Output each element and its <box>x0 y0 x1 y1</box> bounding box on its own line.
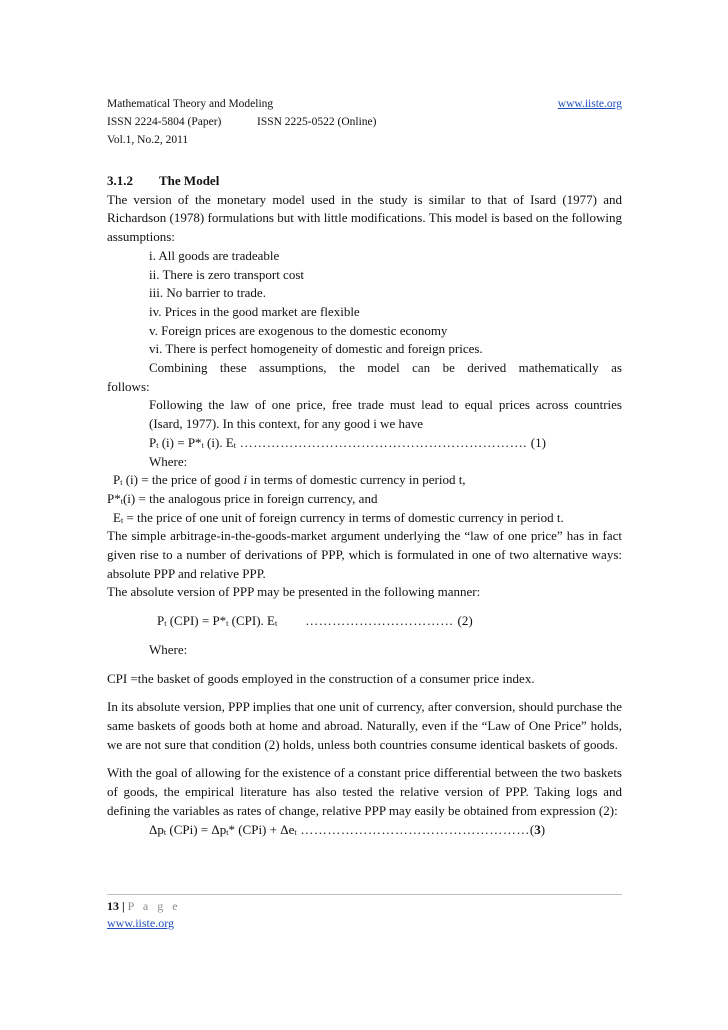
issn-paper: ISSN 2224-5804 (Paper) <box>107 116 222 128</box>
assumptions-list <box>107 247 622 359</box>
assumption-item: i. All goods are tradeable <box>149 247 280 263</box>
page-word: P a g e <box>127 899 181 913</box>
assumption-item: ii. There is zero transport cost <box>149 266 304 282</box>
page-number-line: 13 | P a g e <box>107 899 181 913</box>
definition-pstar: $P*_t(i)$ = the analogous price in foreign currency, and <box>107 490 378 506</box>
issn-online: ISSN 2225-0522 (Online) <box>257 116 377 128</box>
intro-paragraph: The version of the monetary model used in the study is similar to that of Isard (1977) and Richardson (1978) formulations but with little modifications. This model is based on the following assumptions: <box>107 191 622 245</box>
footer-url-link[interactable]: www.iiste.org <box>107 916 174 930</box>
page-header <box>107 95 622 149</box>
equation-2: $P_t$ $(CPI) = P*_t$ (CPI). $E_t$ …………………………… (2) <box>157 613 473 629</box>
journal-name: Mathematical Theory and Modeling <box>107 98 274 110</box>
page-footer <box>107 894 622 932</box>
section-number: 3.1.2 <box>107 173 133 188</box>
assumption-item: iii. No barrier to trade. <box>149 285 266 301</box>
equation-3-number: 3 <box>534 821 541 837</box>
section-heading <box>107 172 622 191</box>
equation-2-number: (2) <box>457 613 473 629</box>
equation-1-number: (1) <box>530 434 546 450</box>
equation-1: $P_t$ $(i) = P*_t$ (i). $E_t$ ………………………………………………………. (1) <box>149 434 546 450</box>
volume-info: Vol.1, No.2, 2011 <box>107 134 189 146</box>
journal-url-link[interactable]: www.iiste.org <box>557 98 622 110</box>
law-line-1: Following the law of one price, free trade must lead to equal prices across countries <box>149 397 622 413</box>
relative-paragraph: With the goal of allowing for the existence of a constant price differential between the two baskets of goods, the empirical literature has also tested the relative version of PPP. Taking logs and defining the variables as rates of change, relative PPP may easily be obtained from expression (2): <box>107 765 622 818</box>
section-title: The Model <box>159 173 220 188</box>
combining-line-2: follows: <box>107 378 150 394</box>
absolute-paragraph: In its absolute version, PPP implies that one unit of currency, after conversion, should purchase the same baskets of goods both at home and abroad. Naturally, even if the “Law of One Price” holds, we are not sure that condition (2) holds, unless both countries consume identical baskets of goods. <box>107 699 622 752</box>
combining-line-1: Combining these assumptions, the model can be derived mathematically as <box>149 360 622 376</box>
arbitrage-paragraph: The simple arbitrage-in-the-goods-market argument underlying the “law of one price” has in fact given rise to a number of derivations of PPP, which is formulated in one of two alternative ways: absolute PPP and relative PPP. <box>107 528 622 581</box>
definition-pt: $P_t$ (i) = the price of good i in terms of domestic currency in period t, <box>113 472 466 488</box>
cpi-definition: CPI =the basket of goods employed in the construction of a consumer price index. <box>107 670 535 686</box>
assumption-item: iv. Prices in the good market are flexible <box>149 303 360 319</box>
where-label-2: Where: <box>149 641 188 657</box>
header-row-2 <box>107 113 622 131</box>
footer-divider <box>107 894 622 895</box>
header-row-3 <box>107 131 622 149</box>
where-label-1: Where: <box>149 453 188 469</box>
page-number: 13 <box>107 899 119 913</box>
equation-3: $\Delta p_t$ $(CPi) = \Delta p_t*$ $(CPi) + \Delta e_t$ ……………………………………………(3) <box>149 821 546 837</box>
assumption-item: vi. There is perfect homogeneity of domestic and foreign prices. <box>149 341 483 357</box>
document-body <box>107 172 622 839</box>
definition-et: $E_t$ = the price of one unit of foreign currency in terms of domestic currency in period t. <box>113 509 564 525</box>
absolute-intro: The absolute version of PPP may be presented in the following manner: <box>107 584 481 600</box>
law-line-2: (Isard, 1977). In this context, for any good i we have <box>149 416 424 432</box>
assumption-item: v. Foreign prices are exogenous to the domestic economy <box>149 322 448 338</box>
header-row-1 <box>107 95 622 113</box>
